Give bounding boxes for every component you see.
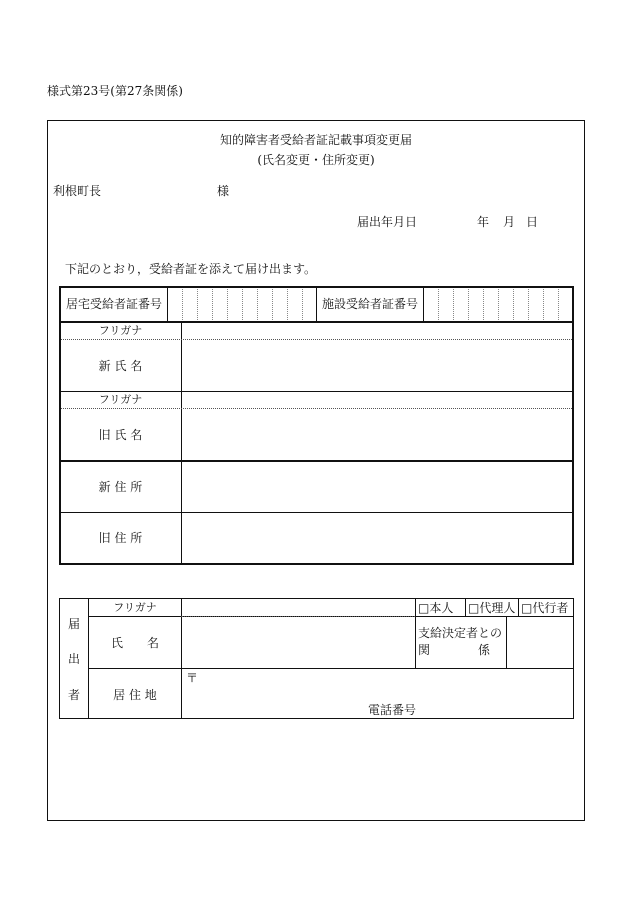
addressee: 利根町長	[53, 184, 102, 198]
new-address-label: 新 住 所	[98, 480, 143, 494]
applicant-side-label-3: 者	[67, 688, 80, 702]
honorific: 様	[217, 184, 230, 198]
option-self-checkbox[interactable]: □本人	[418, 601, 454, 615]
old-name-label: 旧 氏 名	[98, 428, 143, 442]
date-label: 届出年月日	[357, 215, 418, 229]
option-proxy-checkbox[interactable]: □代理人	[468, 601, 516, 615]
applicant-address-label: 居 住 地	[113, 688, 157, 702]
postal-mark: 〒	[186, 671, 199, 685]
relation-label-line2: 関 係	[418, 643, 491, 657]
applicant-furigana-label: フリガナ	[113, 601, 157, 614]
date-month: 月	[503, 215, 516, 229]
applicant-side-label-1: 届	[67, 617, 80, 631]
new-name-furigana-label: フリガナ	[98, 324, 143, 337]
home-cert-label: 居宅受給者証番号	[66, 297, 163, 311]
option-agent-checkbox[interactable]: □代行者	[521, 601, 569, 615]
new-name-label: 新 氏 名	[98, 359, 143, 373]
form-subtitle: (氏名変更・住所変更)	[257, 153, 375, 167]
applicant-side-label-2: 出	[67, 652, 80, 666]
old-address-label: 旧 住 所	[98, 531, 143, 545]
date-year: 年	[477, 215, 490, 229]
date-day: 日	[526, 215, 539, 229]
relation-label-line1: 支給決定者との	[418, 626, 503, 640]
form-number: 様式第23号(第27条関係)	[47, 84, 183, 98]
form-title: 知的障害者受給者証記載事項変更届	[219, 133, 412, 147]
applicant-name-label: 氏 名	[110, 636, 159, 650]
old-name-furigana-label: フリガナ	[98, 393, 143, 406]
facility-cert-label: 施設受給者証番号	[322, 297, 419, 311]
phone-label: 電話番号	[368, 703, 417, 717]
change-details-table	[59, 321, 574, 565]
intro-text: 下記のとおり，受給者証を添えて届け出ます。	[65, 262, 317, 276]
